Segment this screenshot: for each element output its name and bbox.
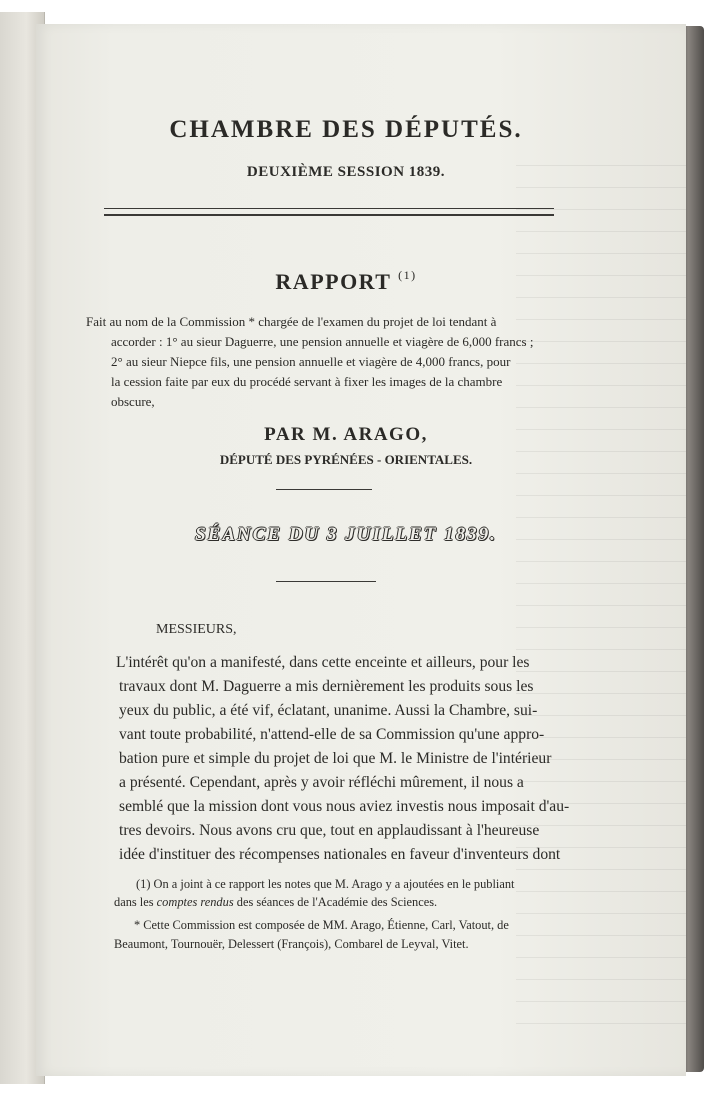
- body-line-2: travaux dont M. Daguerre a mis dernièrement les produits sous les: [119, 678, 534, 695]
- short-rule-divider-2: [276, 581, 376, 582]
- report-title-text: RAPPORT: [275, 269, 392, 294]
- footnote-1-text-a: dans les: [114, 895, 157, 909]
- intro-line-4: la cession faite par eux du procédé servant à fixer les images de la chambre: [111, 374, 503, 389]
- body-line-7: semblé que la mission dont vous nous aviez investis nous imposait d'au-: [119, 798, 570, 815]
- document-page: [36, 24, 686, 1076]
- intro-line-3: 2° au sieur Niepce fils, une pension annuelle et viagère de 4,000 francs, pour: [111, 354, 511, 369]
- report-title: [36, 268, 656, 295]
- intro-line-5: obscure,: [111, 394, 155, 409]
- footnote-1-line-2: [114, 893, 437, 911]
- footnote-1-line-1: (1) On a joint à ce rapport les notes que M. Arago y a ajoutées en le publiant: [136, 877, 515, 891]
- author-line: PAR M. ARAGO,: [264, 424, 428, 445]
- author-title: DÉPUTÉ DES PYRÉNÉES - ORIENTALES.: [219, 452, 473, 467]
- chamber-heading: CHAMBRE DES DÉPUTÉS.: [169, 116, 523, 143]
- body-line-3: yeux du public, a été vif, éclatant, unanime. Aussi la Chambre, sui-: [119, 702, 538, 719]
- session-subheading: DEUXIÈME SESSION 1839.: [246, 164, 446, 180]
- intro-line-1: Fait au nom de la Commission * chargée de l'examen du projet de loi tendant à: [86, 314, 497, 329]
- footnote-2-line-1: * Cette Commission est composée de MM. Arago, Étienne, Carl, Vatout, de: [134, 918, 509, 932]
- footnote-1-text-b: des séances de l'Académie des Sciences.: [233, 895, 438, 909]
- body-line-5: bation pure et simple du projet de loi que M. le Ministre de l'intérieur: [119, 750, 552, 767]
- footnote-1-italic: comptes rendus: [156, 895, 234, 909]
- report-footnote-marker: (1): [398, 268, 417, 282]
- seance-heading: SÉANCE DU 3 JUILLET 1839.: [195, 524, 497, 545]
- body-line-8: tres devoirs. Nous avons cru que, tout en applaudissant à l'heureuse: [119, 822, 540, 839]
- footnote-2-line-2: Beaumont, Tournouër, Delessert (François), Combarel de Leyval, Vitet.: [114, 937, 469, 951]
- body-line-1: L'intérêt qu'on a manifesté, dans cette enceinte et ailleurs, pour les: [116, 654, 530, 671]
- body-line-6: a présenté. Cependant, après y avoir réfléchi mûrement, il nous a: [119, 774, 524, 791]
- body-line-9: idée d'instituer des récompenses nationales en faveur d'inventeurs dont: [119, 846, 561, 863]
- double-rule-divider: [104, 208, 554, 216]
- intro-line-2: accorder : 1° au sieur Daguerre, une pension annuelle et viagère de 6,000 francs ;: [111, 334, 534, 349]
- body-line-4: vant toute probabilité, n'attend-elle de sa Commission qu'une appro-: [119, 726, 545, 743]
- short-rule-divider-1: [276, 489, 372, 490]
- salutation: MESSIEURS,: [156, 622, 237, 637]
